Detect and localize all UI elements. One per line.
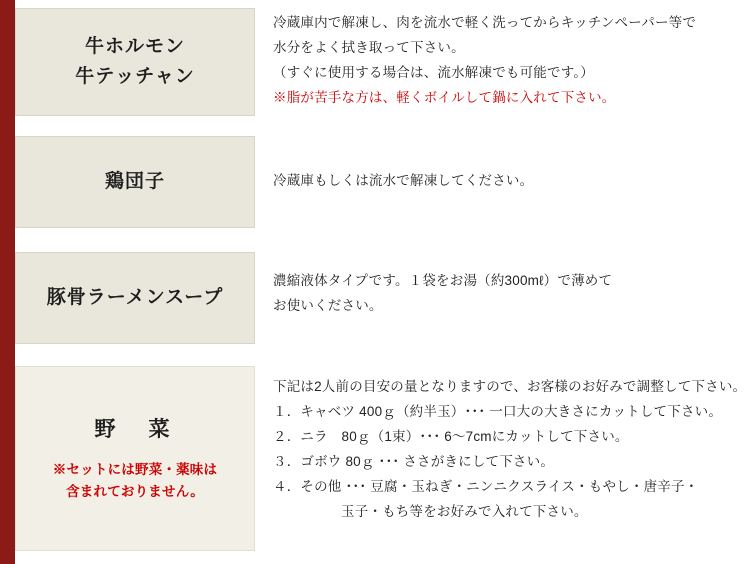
description-line: （すぐに使用する場合は、流水解凍でも可能です。） (273, 65, 594, 80)
left-accent-band (0, 0, 15, 564)
item-description (273, 8, 743, 110)
description-line: 下記は2人前の目安の量となりますので、お客様のお好みで調整して下さい。 (273, 379, 747, 394)
item-name-note-line2: 含まれておりません。 (66, 484, 204, 499)
description-note: ※脂が苦手な方は、軽くボイルして鍋に入れて下さい。 (273, 90, 616, 105)
description-line: ３．ゴボウ 80ｇ ･･･ ささがきにして下さい。 (273, 454, 555, 469)
description-line: １．キャベツ 400ｇ（約半玉）･･･ 一口大の大きさにカットして下さい。 (273, 404, 723, 419)
item-name-note (53, 459, 217, 503)
table-row (15, 252, 750, 344)
item-name-line1: 牛ホルモン (84, 36, 185, 57)
table-row (15, 366, 750, 551)
description-line: 玉子・もち等をお好みで入れて下さい。 (341, 504, 588, 519)
content-area (15, 0, 750, 564)
item-name-box (15, 136, 255, 228)
table-row (15, 136, 750, 228)
item-name-box (15, 366, 255, 551)
description-line: ４．その他 ･･･ 豆腐・玉ねぎ・ニンニクスライス・もやし・唐辛子・ (273, 479, 699, 494)
item-name-box (15, 8, 255, 116)
description-line: 冷蔵庫内で解凍し、肉を流水で軽く洗ってからキッチンペーパー等で (273, 15, 697, 30)
item-description (273, 252, 743, 318)
table-row (15, 8, 750, 116)
item-name-box (15, 252, 255, 344)
description-line: 水分をよく拭き取って下さい。 (273, 40, 465, 55)
item-name-line1: 豚骨ラーメンスープ (46, 287, 224, 308)
item-name-note-line1: ※セットには野菜・薬味は (52, 462, 218, 477)
item-name-line2: 牛テッチャン (75, 66, 195, 87)
description-line: お使いください。 (273, 298, 383, 313)
item-name-line1: 鶏団子 (104, 171, 165, 192)
description-line: 濃縮液体タイプです。１袋をお湯（約300mℓ）で薄めて (273, 273, 613, 288)
description-line: ２．ニラ 80ｇ（1束）･･･ 6〜7cmにカットして下さい。 (273, 429, 629, 444)
item-name-line1: 野 菜 (94, 418, 176, 441)
description-line: 冷蔵庫もしくは流水で解凍してください。 (273, 173, 534, 188)
item-description (273, 136, 743, 193)
item-description (273, 366, 747, 524)
